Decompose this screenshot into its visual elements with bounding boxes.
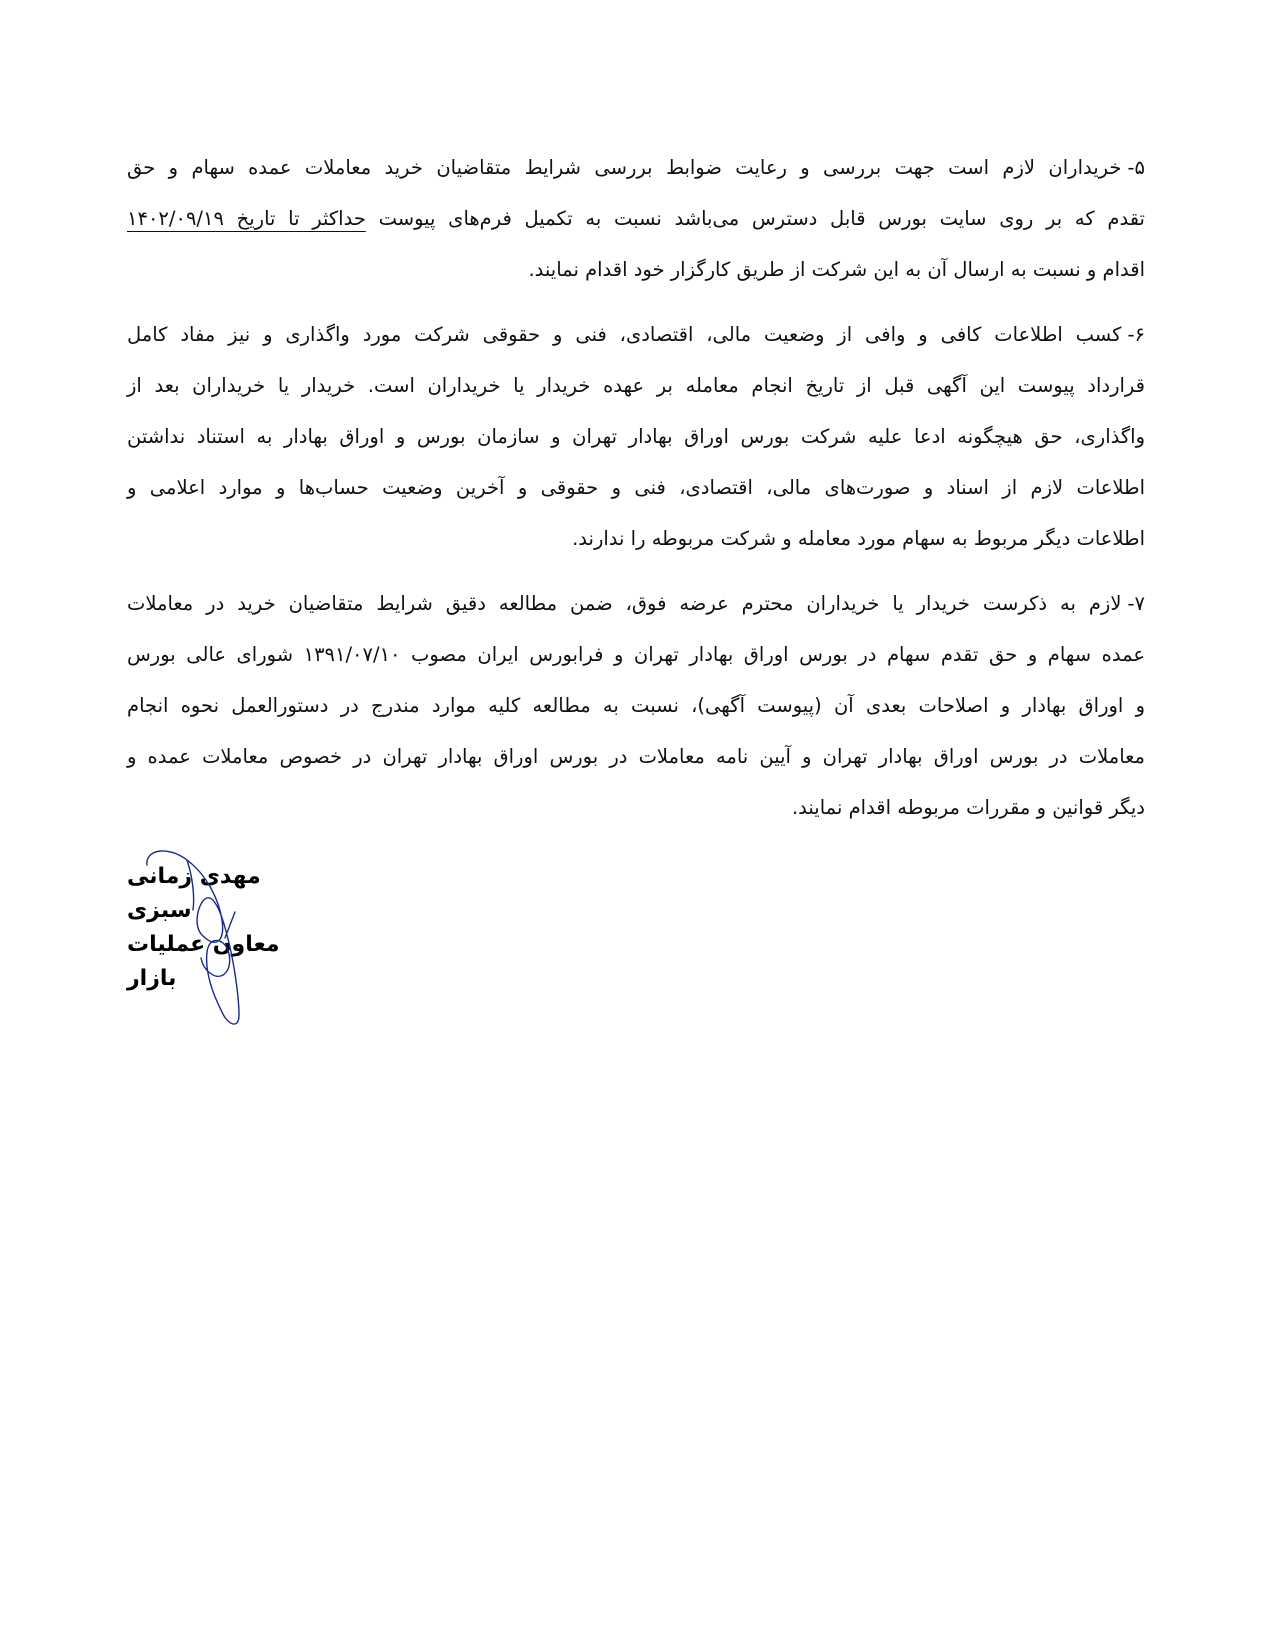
clause-5-line-2: تقدم که بر روی سایت بورس قابل دسترس می‌باشد نسبت به تکمیل فرم‌های پیوست حداکثر تا تاریخ ۱۴۰۲/۰۹/۱۹ xyxy=(127,207,1145,230)
signature-block xyxy=(127,860,427,1050)
clause-7 xyxy=(127,578,1145,833)
clause-7-line-3: و اوراق بهادار و اصلاحات بعدی آن (پیوست آگهی)، نسبت به مطالعه کلیه موارد مندرج در دستورالعمل نحوه انجام xyxy=(127,694,1145,717)
clause-number: ۶- xyxy=(1127,323,1145,346)
document-body xyxy=(127,142,1145,847)
clause-5-line-3: اقدام و نسبت به ارسال آن به این شرکت از طریق کارگزار خود اقدام نمایند. xyxy=(528,258,1145,281)
clause-6 xyxy=(127,309,1145,564)
clause-number: ۷- xyxy=(1127,592,1145,615)
clause-6-line-3: واگذاری، حق هیچگونه ادعا علیه شرکت بورس اوراق بهادار تهران و سازمان بورس و اوراق بهادار به استناد نداشتن xyxy=(127,425,1145,448)
signer-name: مهدی زمانی سبزی xyxy=(127,864,261,923)
clause-6-line-5: اطلاعات دیگر مربوط به سهام مورد معامله و شرکت مربوطه را ندارند. xyxy=(572,527,1145,550)
clause-6-line-1: ۶-کسب اطلاعات کافی و وافی از وضعیت مالی، اقتصادی، فنی و حقوقی شرکت مورد واگذاری و نیز مفاد کامل xyxy=(127,309,1145,360)
clause-5-line-1: ۵-خریداران لازم است جهت بررسی و رعایت ضوابط بررسی شرایط متقاضیان خرید معاملات عمده سهام و حق xyxy=(127,142,1145,193)
clause-5 xyxy=(127,142,1145,295)
clause-7-line-1: ۷-لازم به ذکرست خریدار یا خریداران محترم عرضه فوق، ضمن مطالعه دقیق شرایط متقاضیان خرید در معاملات xyxy=(127,578,1145,629)
clause-7-line-5: دیگر قوانین و مقررات مربوطه اقدام نمایند. xyxy=(791,796,1145,819)
clause-6-line-4: اطلاعات لازم از اسناد و صورت‌های مالی، اقتصادی، فنی و حقوقی و آخرین وضعیت حساب‌ها و موارد اعلامی و xyxy=(127,476,1145,499)
clause-7-line-4: معاملات در بورس اوراق بهادار تهران و آیین نامه معاملات در بورس اوراق بهادار تهران در خصوص معاملات عمده و xyxy=(127,745,1145,768)
clause-6-line-2: قرارداد پیوست این آگهی قبل از تاریخ انجام معامله بر عهده خریدار یا خریداران است. خریدار یا خریداران بعد از xyxy=(127,374,1145,397)
clause-number: ۵- xyxy=(1127,156,1145,179)
clause-7-line-2: عمده سهام و حق تقدم سهام در بورس اوراق بهادار تهران و فرابورس ایران مصوب ۱۳۹۱/۰۷/۱۰ شورای عالی بورس xyxy=(127,643,1145,666)
handwritten-signature xyxy=(127,840,307,1040)
deadline-date: حداکثر تا تاریخ ۱۴۰۲/۰۹/۱۹ xyxy=(127,207,366,230)
signer-title: معاون عملیات بازار xyxy=(127,932,280,991)
